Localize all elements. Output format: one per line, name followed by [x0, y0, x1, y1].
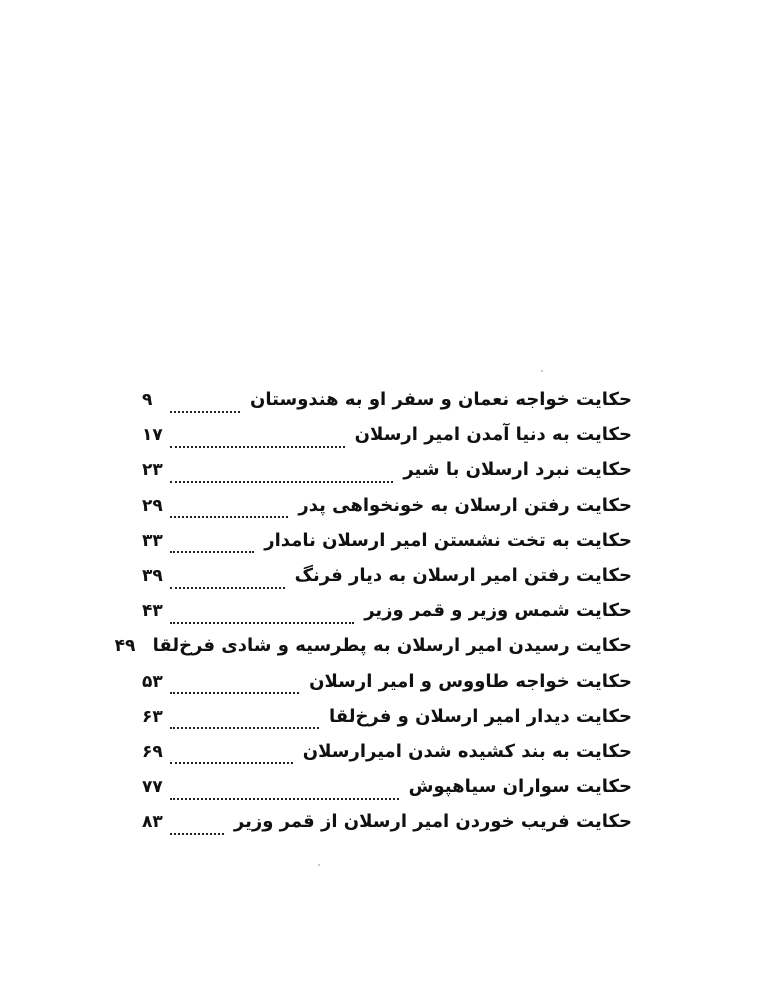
toc-entry-title: حکایت نبرد ارسلان با شیر — [403, 459, 632, 481]
toc-entry-page-number: ۶۳ — [142, 706, 163, 727]
toc-dot-leader — [170, 762, 293, 764]
toc-entry-title: حکایت شمس وزیر و قمر وزیر — [364, 600, 632, 622]
toc-entry-title: حکایت سواران سیاهپوش — [408, 776, 632, 798]
toc-dot-leader — [170, 727, 319, 729]
toc-entry[interactable] — [142, 741, 632, 776]
toc-dot-leader — [170, 411, 240, 413]
toc-dot-leader — [170, 692, 299, 694]
toc-dot-leader — [170, 587, 285, 589]
toc-entry-page-number: ۹ — [142, 390, 153, 410]
toc-dot-leader — [170, 798, 399, 800]
toc-entry-page-number: ۸۳ — [142, 812, 163, 833]
toc-entry-page-number: ۵۳ — [142, 671, 163, 692]
toc-entry-page-number: ۲۹ — [142, 495, 163, 516]
toc-dot-leader — [170, 622, 354, 624]
toc-entry-page-number: ۱۷ — [142, 425, 163, 446]
toc-entry[interactable] — [142, 776, 632, 811]
toc-entry-title: حکایت خواجه نعمان و سفر او به هندوستان — [250, 389, 632, 410]
toc-dot-leader — [170, 446, 345, 448]
toc-entry-title: حکایت به دنیا آمدن امیر ارسلان — [354, 424, 632, 446]
paper-speck — [541, 370, 543, 372]
toc-entry-title: حکایت به بند کشیده شدن امیرارسلان — [302, 740, 632, 762]
toc-entry-page-number: ۲۳ — [142, 460, 163, 481]
toc-entry-page-number: ۶۹ — [142, 741, 163, 762]
toc-entry[interactable] — [114, 635, 632, 670]
toc-entry-page-number: ۳۹ — [142, 565, 163, 586]
toc-dot-leader — [170, 833, 224, 835]
toc-entry-page-number: ۴۳ — [142, 601, 163, 622]
toc-dot-leader — [170, 516, 288, 518]
toc-entry-title: حکایت رسیدن امیر ارسلان به پطرسیه و شادی فرخ‌لقا — [152, 635, 632, 657]
toc-entry-title: حکایت رفتن ارسلان به خونخواهی پدر — [298, 494, 632, 516]
toc-entry[interactable] — [142, 389, 632, 424]
toc-dot-leader — [170, 551, 254, 553]
toc-entry[interactable] — [142, 424, 632, 459]
table-of-contents — [114, 389, 632, 846]
toc-entry-title: حکایت به تخت نشستن امیر ارسلان نامدار — [264, 529, 632, 551]
toc-entry[interactable] — [142, 811, 632, 846]
toc-entry[interactable] — [142, 495, 632, 530]
toc-entry-title: حکایت خواجه طاووس و امیر ارسلان — [309, 670, 632, 692]
toc-dot-leader — [170, 481, 393, 483]
toc-entry-page-number: ۷۷ — [142, 777, 163, 798]
toc-entry[interactable] — [142, 671, 632, 706]
toc-entry-title: حکایت رفتن امیر ارسلان به دیار فرنگ — [294, 564, 632, 586]
toc-entry[interactable] — [142, 565, 632, 600]
toc-entry-title: حکایت دیدار امیر ارسلان و فرخ‌لقا — [328, 705, 632, 727]
toc-entry-page-number: ۳۳ — [142, 530, 163, 551]
toc-entry[interactable] — [142, 600, 632, 635]
paper-speck — [318, 864, 320, 866]
toc-entry[interactable] — [142, 706, 632, 741]
toc-entry[interactable] — [142, 459, 632, 494]
toc-entry-page-number: ۴۹ — [114, 636, 136, 657]
toc-entry-title: حکایت فریب خوردن امیر ارسلان از قمر وزیر — [233, 811, 632, 833]
toc-entry[interactable] — [142, 530, 632, 565]
